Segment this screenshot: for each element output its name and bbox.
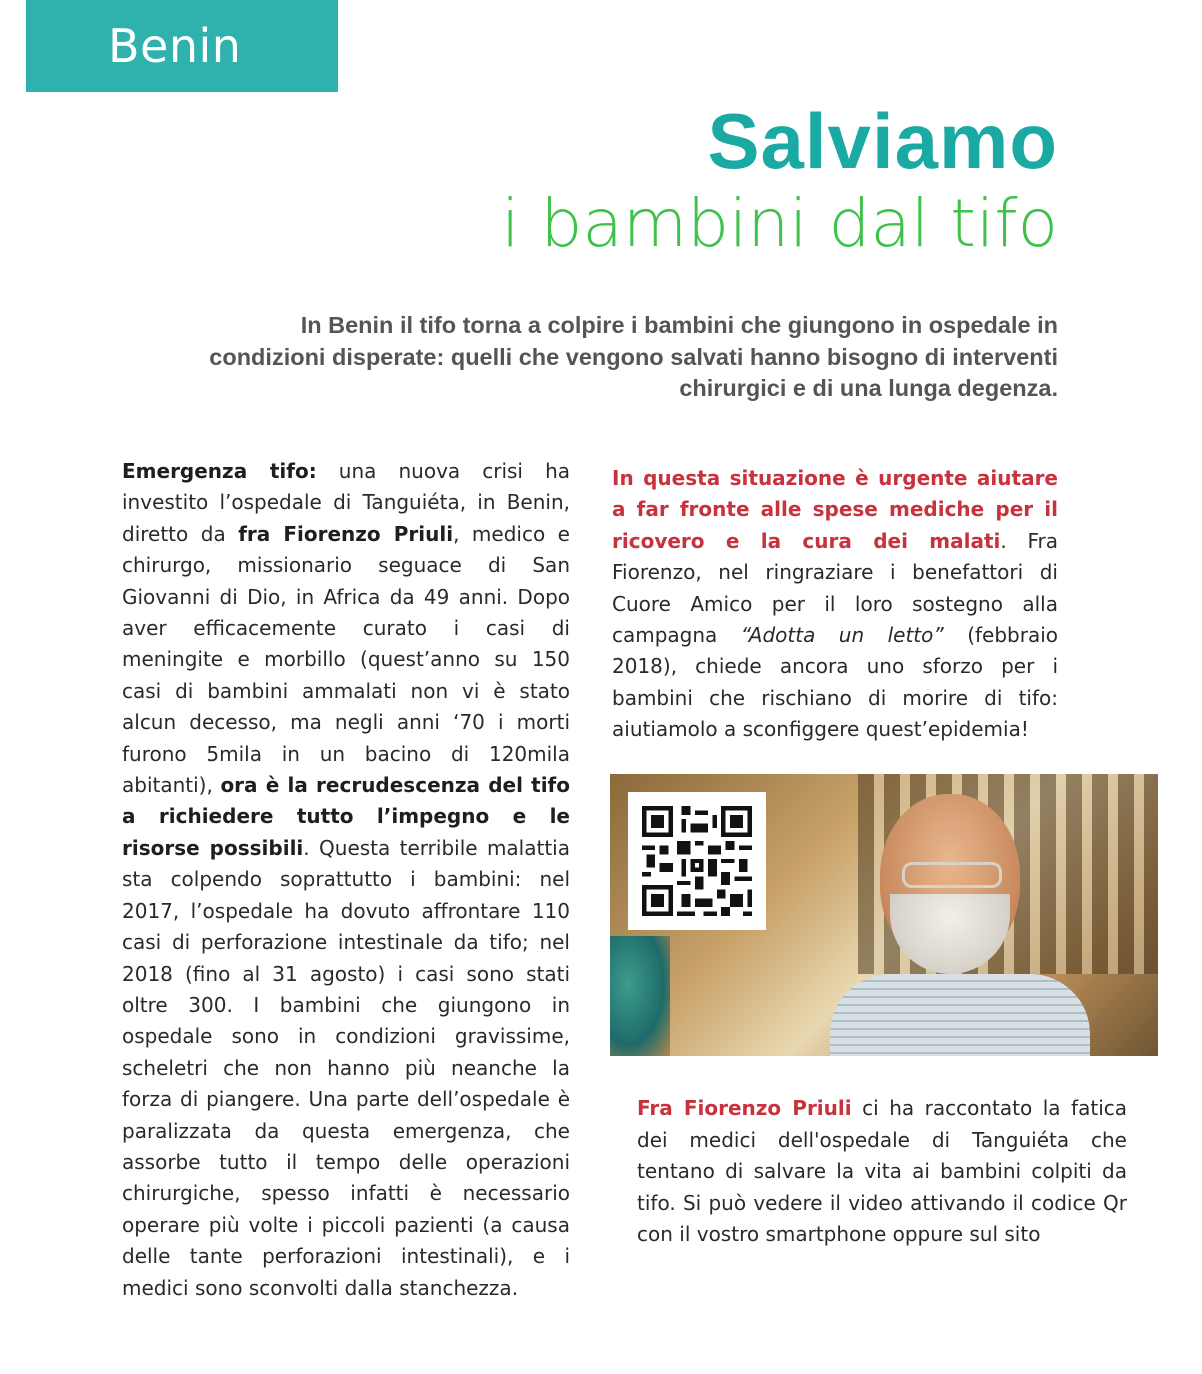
photo-caption — [637, 1093, 1127, 1251]
caption-name: Fra Fiorenzo Priuli — [637, 1096, 852, 1120]
caption-text: ci ha raccontato la fatica dei medici dell'ospedale di Tanguiéta che tentano di salvare la vita ai bambini colpiti da tifo. Si può vedere il video attivando il codice Qr con il vostro smartphone oppure sul sito — [637, 1096, 1127, 1247]
doctor-photo — [610, 774, 1158, 1056]
text-run: una nuova crisi ha investito l’ospedale di Tanguiéta, in Benin, diretto da — [122, 459, 570, 546]
text-run: , medico e chirurgo, missionario seguace di San Giovanni di Dio, in Africa da 49 anni. Dopo aver efficacemente curato i casi di meningite e morbillo (quest’anno su 150 casi di bambini ammalati non vi è stato alcun decesso, ma negli anni ‘70 i morti furono 5mila in un bacino di 120mila abitanti), — [122, 521, 570, 798]
campaign-name: “Adotta un letto” — [740, 623, 944, 648]
text-run: . Questa terribile malattia sta colpendo soprattutto i bambini: nel 2017, l’ospedale ha dovuto affrontare 110 casi di perforazione intestinale da tifo; nel 2018 (fino al 31 agosto) i casi sono stati oltre 300. I bambini che giungono in ospedale sono in condizioni gravissime, scheletri che non hanno più neanche la forza di piangere. Una parte dell’ospedale è paralizzata da questa emergenza, che assorbe tutto il tempo delle operazioni chirurgiche, spesso infatti è necessario operare più volte i piccoli pazienti (a causa delle tante perforazioni intestinali), e i medici sono sconvolti dalla stanchezza. — [122, 835, 570, 1300]
glasses — [902, 862, 1002, 888]
emergency-label: Emergenza tifo: — [122, 459, 317, 483]
emphasis-text: ora è la recrudescenza del tifo a richiedere tutto l’impegno e le risorse possibili — [122, 773, 570, 860]
left-column-text — [122, 456, 570, 1304]
doctor-figure — [840, 794, 1070, 1056]
headline: Salviamo — [707, 97, 1058, 185]
text-run: (febbraio 2018), chiede ancora uno sforzo per i bambini che rischiano di morire di tifo: aiutiamolo a sconfiggere quest’epidemia! — [612, 623, 1059, 742]
qr-code-icon[interactable] — [628, 792, 766, 930]
lead-paragraph: In Benin il tifo torna a colpire i bambini che giungono in ospedale in condizioni disperate: quelli che vengono salvati hanno bisogno di interventi chirurgici e di una lunga degenza. — [209, 312, 1058, 401]
headline-subtitle: i bambini dal tifo — [501, 185, 1058, 262]
qr-code-graphic — [642, 806, 752, 916]
right-column-text — [612, 463, 1058, 746]
section-label: Benin — [108, 19, 242, 73]
shirt — [830, 974, 1090, 1056]
appeal-text: In questa situazione è urgente aiutare a far fronte alle spese mediche per il ricovero e la cura dei malati — [612, 466, 1058, 553]
side-figure — [610, 936, 670, 1056]
beard — [890, 894, 1010, 974]
doctor-name: fra Fiorenzo Priuli — [238, 521, 454, 546]
text-run: . Fra Fiorenzo, nel ringraziare i benefattori di Cuore Amico per il loro sostegno alla campagna — [612, 528, 1058, 648]
section-tab — [26, 0, 338, 92]
